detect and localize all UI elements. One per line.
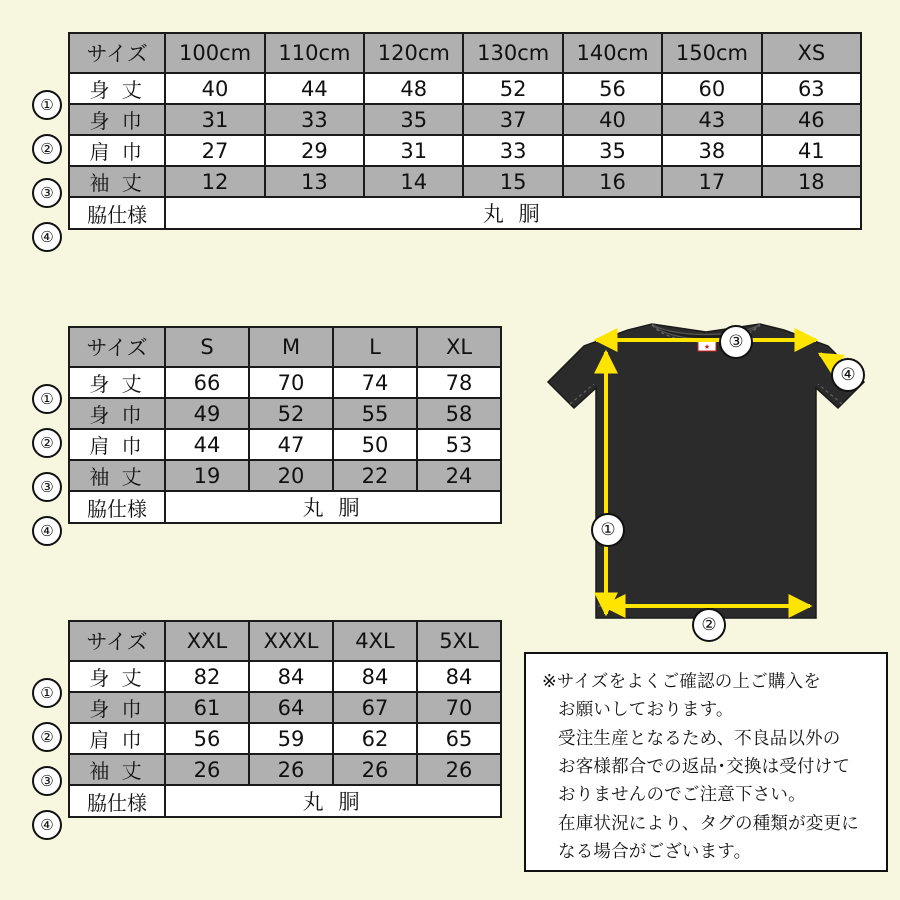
table-row-spec [69, 197, 861, 229]
row-marker-4-adult: ④ [32, 516, 62, 546]
row-label-sleeve-length: 袖 丈 [69, 166, 165, 197]
cell: 27 [165, 135, 264, 166]
cell: 56 [165, 723, 249, 754]
notice-line-5: おりませんのでご注意下さい。 [558, 785, 806, 806]
table-row [69, 367, 501, 398]
cell: 33 [463, 135, 562, 166]
notice-line-6: 在庫状況により、タグの種類が変更に [558, 813, 859, 834]
cell: 26 [333, 754, 417, 785]
table-row [69, 661, 501, 692]
cell: 59 [249, 723, 333, 754]
header-cell-4xl: 4XL [333, 621, 417, 661]
cell: 41 [762, 135, 861, 166]
notice-line-2: お願いしております。 [558, 700, 734, 721]
header-cell-l: L [333, 327, 417, 367]
cell: 29 [265, 135, 364, 166]
cell: 56 [563, 73, 662, 104]
cell: 70 [249, 367, 333, 398]
cell: 48 [364, 73, 463, 104]
row-label-side-spec: 脇仕様 [69, 785, 165, 817]
cell: 43 [662, 104, 761, 135]
cell: 46 [762, 104, 861, 135]
table-row [69, 166, 861, 197]
table-row [69, 135, 861, 166]
row-marker-3-kids: ③ [32, 178, 62, 208]
row-marker-1-big: ① [32, 678, 62, 708]
row-label-shoulder-width: 肩 巾 [69, 135, 165, 166]
cell: 16 [563, 166, 662, 197]
cell: 31 [165, 104, 264, 135]
row-marker-2-adult: ② [32, 428, 62, 458]
cell: 74 [333, 367, 417, 398]
cell: 40 [563, 104, 662, 135]
diagram-marker-body-width: ② [692, 608, 726, 642]
cell: 66 [165, 367, 249, 398]
cell: 64 [249, 692, 333, 723]
table-row [69, 398, 501, 429]
table-header-row [69, 33, 861, 73]
cell: 38 [662, 135, 761, 166]
row-marker-1-adult: ① [32, 384, 62, 414]
row-marker-2-big: ② [32, 722, 62, 752]
cell: 70 [417, 692, 501, 723]
header-cell-100cm: 100cm [165, 33, 264, 73]
table-row-spec [69, 491, 501, 523]
row-label-sleeve-length: 袖 丈 [69, 460, 165, 491]
cell: 22 [333, 460, 417, 491]
cell: 33 [265, 104, 364, 135]
row-label-body-width: 身 巾 [69, 104, 165, 135]
cell: 67 [333, 692, 417, 723]
cell: 17 [662, 166, 761, 197]
cell: 47 [249, 429, 333, 460]
header-cell-120cm: 120cm [364, 33, 463, 73]
row-marker-3-adult: ③ [32, 472, 62, 502]
header-cell-xl: XL [417, 327, 501, 367]
row-marker-3-big: ③ [32, 766, 62, 796]
header-cell-xxl: XXL [165, 621, 249, 661]
cell: 37 [463, 104, 562, 135]
header-cell-size: サイズ [69, 33, 165, 73]
header-cell-130cm: 130cm [463, 33, 562, 73]
table-row [69, 429, 501, 460]
cell: 82 [165, 661, 249, 692]
header-cell-140cm: 140cm [563, 33, 662, 73]
notice-line-1: ※サイズをよくご確認の上ご購入を [542, 672, 821, 692]
purchase-notice-box [524, 652, 888, 872]
cell: 61 [165, 692, 249, 723]
cell: 60 [662, 73, 761, 104]
cell: 24 [417, 460, 501, 491]
cell: 58 [417, 398, 501, 429]
table-header-row [69, 327, 501, 367]
shirt-body [548, 324, 864, 618]
cell: 26 [249, 754, 333, 785]
table-row [69, 460, 501, 491]
cell: 55 [333, 398, 417, 429]
diagram-marker-sleeve-length: ④ [831, 358, 865, 392]
cell: 84 [249, 661, 333, 692]
header-cell-s: S [165, 327, 249, 367]
table-row [69, 723, 501, 754]
row-label-shoulder-width: 肩 巾 [69, 429, 165, 460]
cell: 84 [417, 661, 501, 692]
side-spec-value: 丸 胴 [165, 491, 501, 523]
header-cell-size: サイズ [69, 327, 165, 367]
cell: 40 [165, 73, 264, 104]
row-label-side-spec: 脇仕様 [69, 197, 165, 229]
header-cell-xxxl: XXXL [249, 621, 333, 661]
side-spec-value: 丸 胴 [165, 197, 861, 229]
row-marker-2-kids: ② [32, 134, 62, 164]
brand-tag-text: ★ [703, 343, 711, 351]
cell: 44 [265, 73, 364, 104]
header-cell-xs: XS [762, 33, 861, 73]
cell: 31 [364, 135, 463, 166]
cell: 44 [165, 429, 249, 460]
cell: 35 [364, 104, 463, 135]
side-spec-value: 丸 胴 [165, 785, 501, 817]
row-marker-4-big: ④ [32, 810, 62, 840]
table-header-row [69, 621, 501, 661]
cell: 49 [165, 398, 249, 429]
row-marker-4-kids: ④ [32, 222, 62, 252]
cell: 53 [417, 429, 501, 460]
cell: 52 [463, 73, 562, 104]
cell: 52 [249, 398, 333, 429]
row-label-side-spec: 脇仕様 [69, 491, 165, 523]
header-cell-m: M [249, 327, 333, 367]
table-row-spec [69, 785, 501, 817]
header-cell-110cm: 110cm [265, 33, 364, 73]
header-cell-size: サイズ [69, 621, 165, 661]
table-row [69, 754, 501, 785]
cell: 18 [762, 166, 861, 197]
tshirt-measurement-diagram [520, 318, 892, 648]
cell: 15 [463, 166, 562, 197]
row-label-body-width: 身 巾 [69, 692, 165, 723]
cell: 84 [333, 661, 417, 692]
table-row [69, 104, 861, 135]
table-row [69, 73, 861, 104]
big-size-table [68, 620, 502, 818]
row-label-body-length: 身 丈 [69, 661, 165, 692]
kids-size-table [68, 32, 862, 230]
cell: 13 [265, 166, 364, 197]
cell: 26 [165, 754, 249, 785]
cell: 20 [249, 460, 333, 491]
header-cell-5xl: 5XL [417, 621, 501, 661]
cell: 62 [333, 723, 417, 754]
row-label-shoulder-width: 肩 巾 [69, 723, 165, 754]
row-label-body-width: 身 巾 [69, 398, 165, 429]
cell: 65 [417, 723, 501, 754]
cell: 19 [165, 460, 249, 491]
notice-line-3: 受注生産となるため、不良品以外の [558, 728, 841, 749]
cell: 78 [417, 367, 501, 398]
cell: 26 [417, 754, 501, 785]
adult-size-table [68, 326, 502, 524]
row-label-sleeve-length: 袖 丈 [69, 754, 165, 785]
table-row [69, 692, 501, 723]
cell: 50 [333, 429, 417, 460]
notice-line-7: なる場合がございます。 [558, 842, 752, 863]
cell: 14 [364, 166, 463, 197]
row-label-body-length: 身 丈 [69, 367, 165, 398]
header-cell-150cm: 150cm [662, 33, 761, 73]
notice-line-4: お客様都合での返品･交換は受付けて [558, 757, 851, 778]
diagram-marker-shoulder-width: ③ [719, 325, 753, 359]
row-marker-1-kids: ① [32, 90, 62, 120]
cell: 63 [762, 73, 861, 104]
cell: 12 [165, 166, 264, 197]
row-label-body-length: 身 丈 [69, 73, 165, 104]
diagram-marker-body-length: ① [591, 513, 625, 547]
cell: 35 [563, 135, 662, 166]
